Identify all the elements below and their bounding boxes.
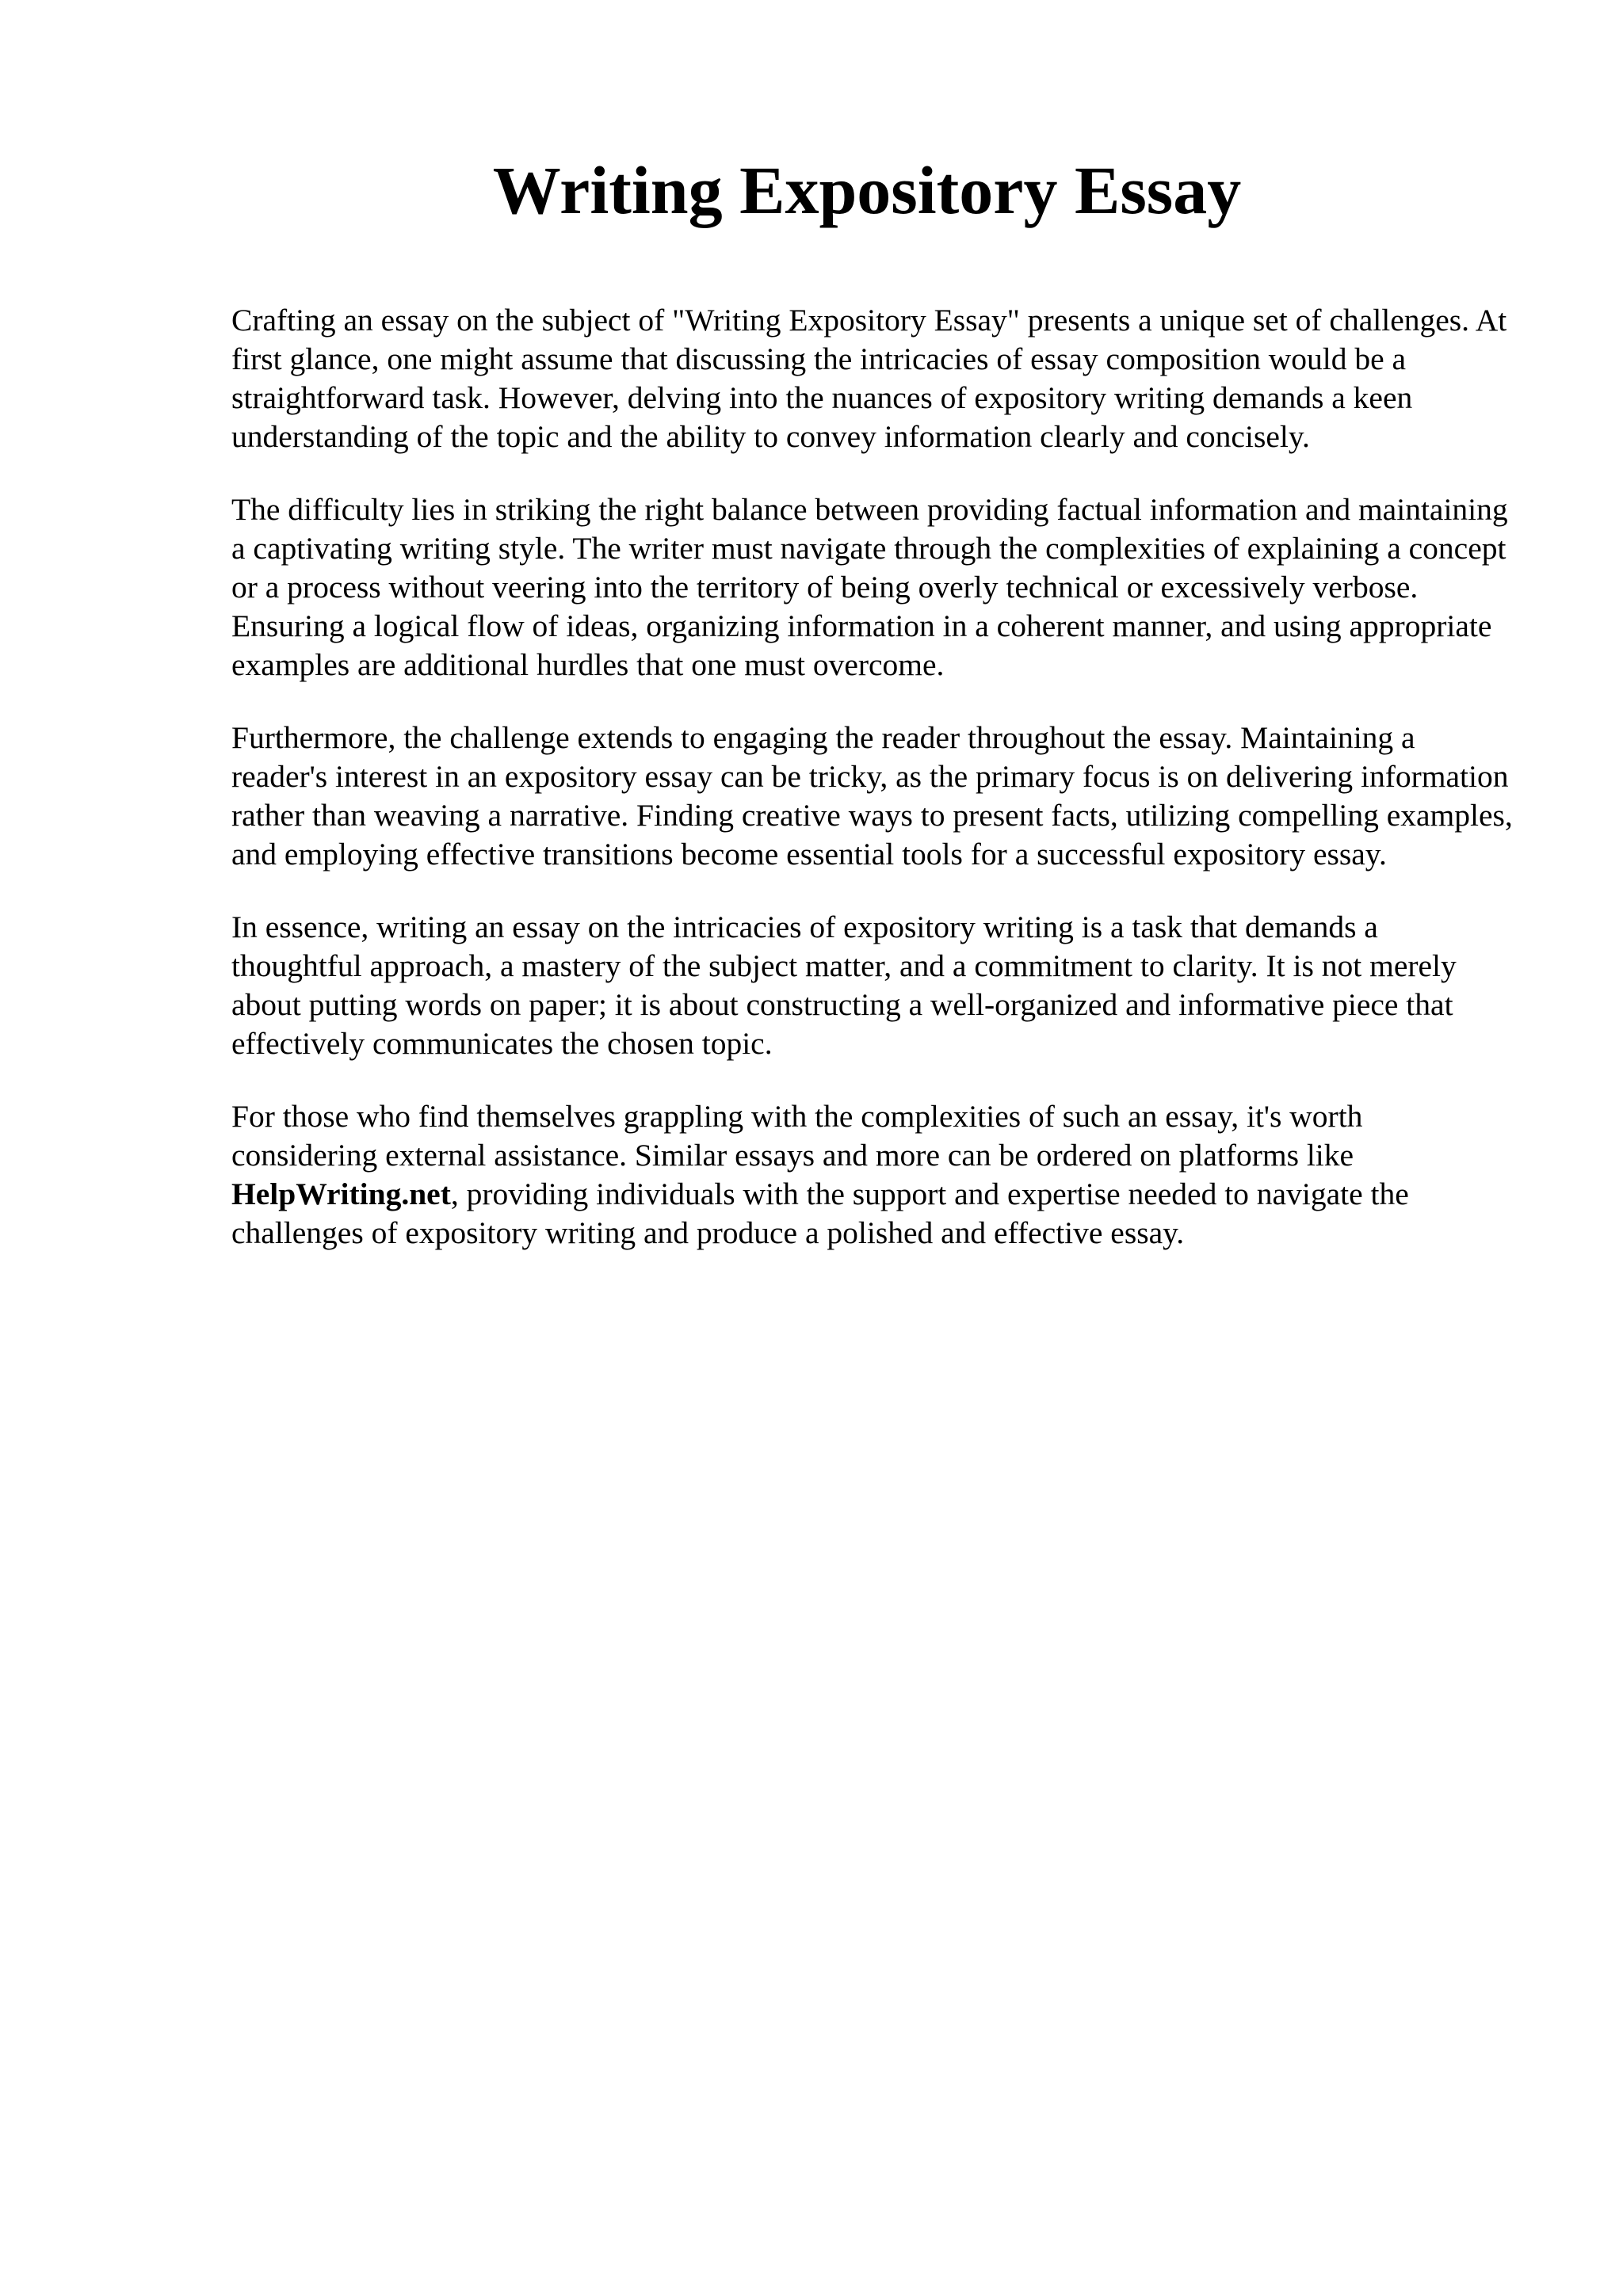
paragraph-2: The difficulty lies in striking the right balance between providing factual information and maintaining a captivating writing style. The writer must navigate through the complexities of explaining a concept or a process without veering into the territory of being overly technical or excessively verbose. Ensuring a logical flow of ideas, organizing information in a coherent manner, and using appropriate examples are additional hurdles that one must overcome. bbox=[231, 492, 1508, 682]
paragraph-5 bbox=[231, 1097, 1515, 1253]
paragraph-3: Furthermore, the challenge extends to engaging the reader throughout the essay. Maintaining a reader's interest in an expository essay can be tricky, as the primary focus is on delivering information rather than weaving a narrative. Finding creative ways to present facts, utilizing compelling examples, and employing effective transitions become essential tools for a successful expository essay. bbox=[231, 720, 1513, 871]
closing-text-after: , providing individuals with the support and expertise needed to navigate the challenges of expository writing and produce a polished and effective essay. bbox=[231, 1177, 1409, 1250]
paragraph-4: In essence, writing an essay on the intricacies of expository writing is a task that demands a thoughtful approach, a mastery of the subject matter, and a commitment to clarity. It is not merely about putting words on paper; it is about constructing a well-organized and informative piece that effectively communicates the chosen topic. bbox=[231, 910, 1457, 1061]
paragraph-1: Crafting an essay on the subject of "Writing Expository Essay" presents a unique set of challenges. At first glance, one might assume that discussing the intricacies of essay composition would be a straightforward task. However, delving into the nuances of expository writing demands a keen understanding of the topic and the ability to convey information clearly and concisely. bbox=[231, 303, 1507, 454]
brand-name: HelpWriting.net bbox=[231, 1177, 451, 1211]
essay-body bbox=[231, 301, 1515, 1287]
page-title: Writing Expository Essay bbox=[492, 152, 1242, 228]
closing-text-before: For those who find themselves grappling with the complexities of such an essay, it's worth considering external assistance. Similar essays and more can be ordered on platforms like bbox=[231, 1099, 1363, 1173]
